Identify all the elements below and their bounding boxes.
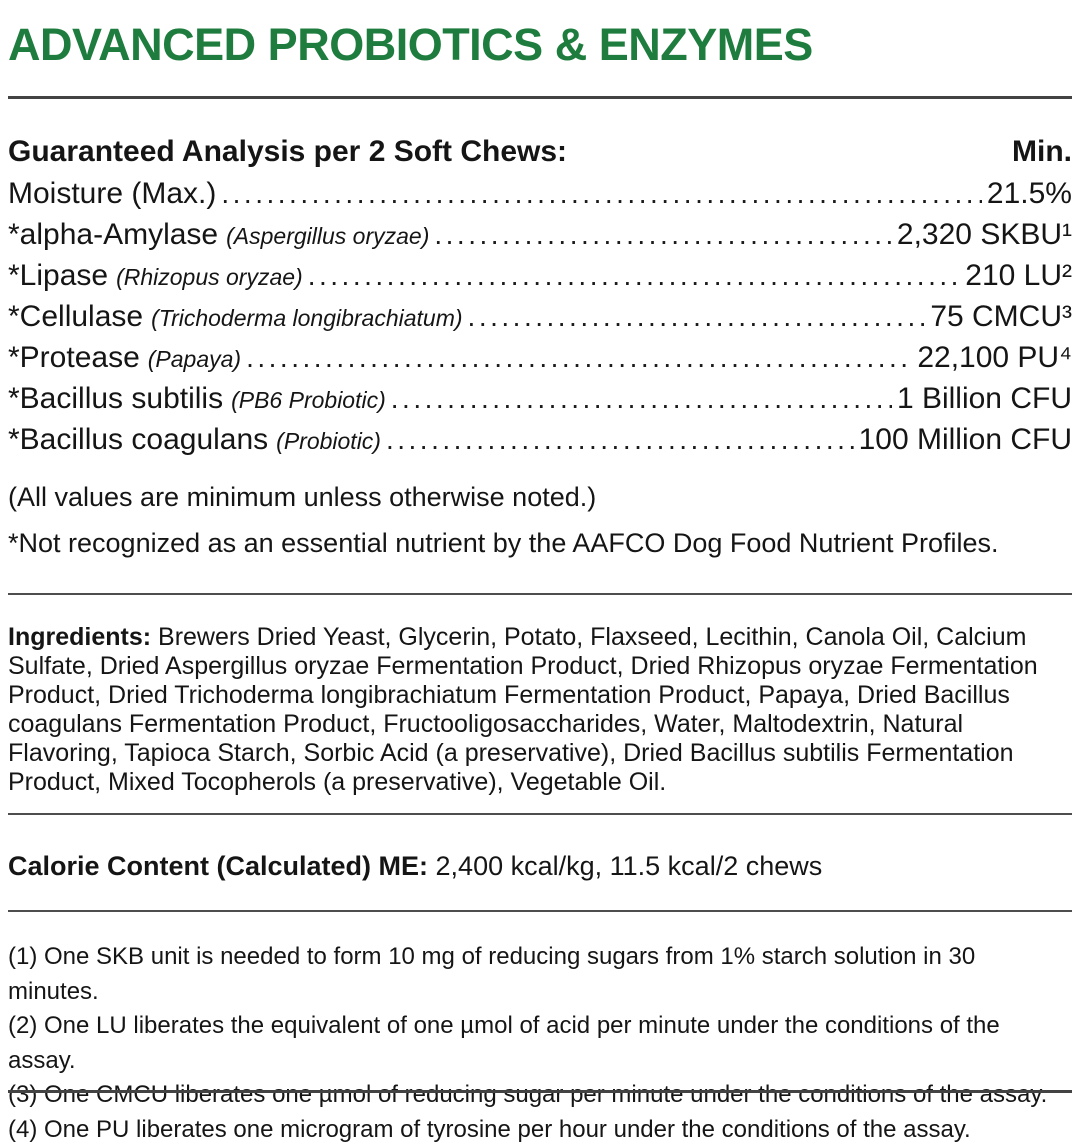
nutrient-value: 210 LU² [965,259,1072,293]
nutrient-value: 21.5% [987,177,1072,211]
guaranteed-analysis-header [8,135,1072,169]
calorie-content-line [8,851,1072,882]
calorie-content-label: Calorie Content (Calculated) ME: [8,851,428,881]
analysis-row-bacillus-subtilis [8,382,1072,423]
ingredients-paragraph [8,623,1072,797]
nutrient-name: *Lipase [8,259,108,293]
nutrient-source: (Aspergillus oryzae) [226,223,429,250]
divider-top [8,96,1072,99]
footnote-pu: (4) One PU liberates one microgram of tyrosine per hour under the conditions of the assay. [8,1113,1072,1147]
analysis-row-bacillus-coagulans [8,423,1072,464]
nutrient-name: *alpha-Amylase [8,218,218,252]
supplement-label [0,20,1080,1100]
dot-leader [434,218,892,252]
dot-leader [468,300,926,334]
dot-leader [386,423,854,457]
nutrient-name: Moisture (Max.) [8,177,216,211]
min-column-label: Min. [1012,135,1072,169]
nutrient-value: 100 Million CFU [859,423,1072,457]
analysis-row-alpha-amylase [8,218,1072,259]
nutrient-value: 2,320 SKBU¹ [897,218,1072,252]
footnotes-section [8,940,1072,1147]
minimum-values-note: (All values are minimum unless otherwise noted.) [8,482,1072,513]
nutrient-source: (Trichoderma longibrachiatum) [151,305,462,332]
nutrient-source: (Rhizopus oryzae) [116,264,303,291]
ingredients-text: Brewers Dried Yeast, Glycerin, Potato, Flaxseed, Lecithin, Canola Oil, Calcium Sulfate, Dried Aspergillus oryzae Fermentation Product, Dried Rhizopus oryzae Fermentation Product, Dried Trichoderma longibrachiatum Fermentation Product, Papaya, Dried Bacillus coagulans Fermentation Product, Fructooligosaccharides, Water, Maltodextrin, Natural Flavoring, Tapioca Starch, Sorbic Acid (a preservative), Dried Bacillus subtilis Fermentation Product, Mixed Tocopherols (a preservative), Vegetable Oil. [8,623,1038,796]
nutrient-source: (PB6 Probiotic) [231,387,386,414]
nutrient-value: 1 Billion CFU [897,382,1072,416]
nutrient-source: (Probiotic) [276,428,381,455]
analysis-row-moisture [8,177,1072,218]
nutrient-name: *Protease [8,341,140,375]
nutrient-value: 75 CMCU³ [930,300,1072,334]
nutrient-name: *Bacillus subtilis [8,382,223,416]
calorie-content-value: 2,400 kcal/kg, 11.5 kcal/2 chews [428,851,822,881]
dot-leader [246,341,912,375]
divider-bottom [8,1090,1072,1093]
guaranteed-analysis-table [8,177,1072,464]
analysis-row-cellulase [8,300,1072,341]
ingredients-label: Ingredients: [8,623,151,651]
dot-leader [221,177,982,211]
dot-leader [391,382,892,416]
nutrient-source: (Papaya) [148,346,241,373]
dot-leader [308,259,961,293]
divider-analysis-ingredients [8,593,1072,595]
footnote-lu: (2) One LU liberates the equivalent of one µmol of acid per minute under the conditions of the assay. [8,1009,1072,1078]
nutrient-name: *Cellulase [8,300,143,334]
aafco-note: *Not recognized as an essential nutrient by the AAFCO Dog Food Nutrient Profiles. [8,528,1072,559]
guaranteed-analysis-heading: Guaranteed Analysis per 2 Soft Chews: [8,135,567,169]
divider-ingredients-calorie [8,813,1072,815]
footnote-skb: (1) One SKB unit is needed to form 10 mg of reducing sugars from 1% starch solution in 30 minutes. [8,940,1072,1009]
analysis-row-protease [8,341,1072,382]
nutrient-name: *Bacillus coagulans [8,423,268,457]
analysis-row-lipase [8,259,1072,300]
product-title: ADVANCED PROBIOTICS & ENZYMES [8,20,1072,70]
nutrient-value: 22,100 PU⁴ [917,341,1072,375]
footnote-cmcu: (3) One CMCU liberates one µmol of reducing sugar per minute under the conditions of the assay. [8,1078,1072,1113]
divider-calorie-footnotes [8,910,1072,912]
